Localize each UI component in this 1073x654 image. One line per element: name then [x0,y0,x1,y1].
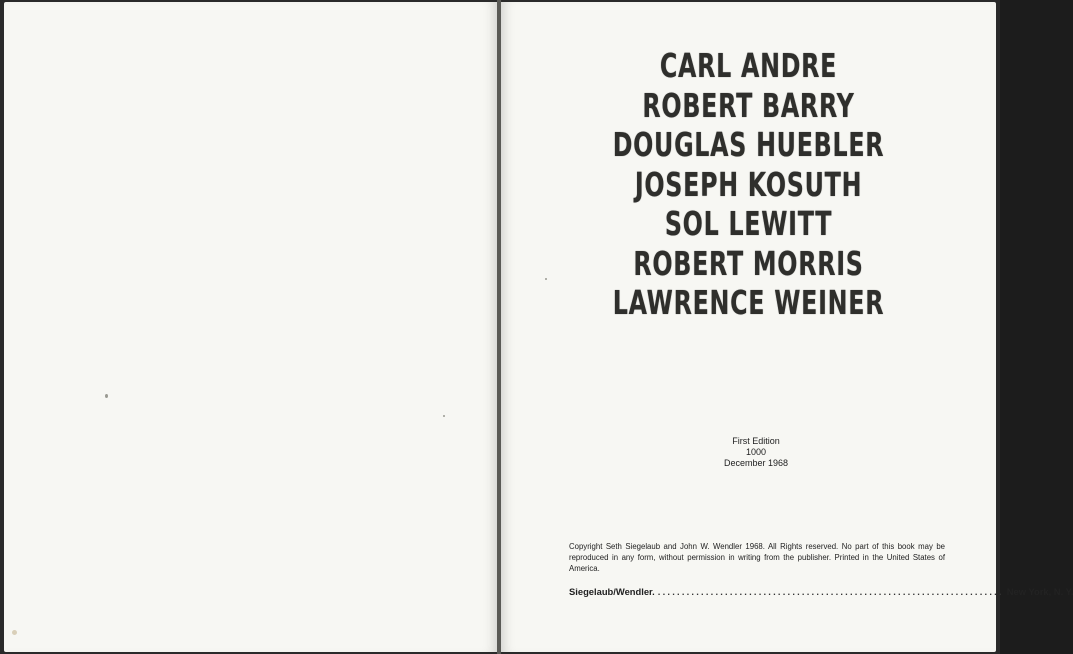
publisher-location: New York, N. Y. [1006,586,1073,597]
publisher-line [569,586,1073,597]
left-blank-page [4,2,497,652]
paper-speck [105,394,108,398]
artist-name: DOUGLAS HUEBLER [612,125,885,164]
artist-name: LAWRENCE WEINER [612,283,885,322]
artist-name: SOL LEWITT [664,204,833,243]
copyright-notice: Copyright Seth Siegelaub and John W. Wendler 1968. All Rights reserved. No part of this book may be reproduced in any form, without permission in writing from the publisher. Printed in the United States of America. [569,542,945,573]
publisher-name: Siegelaub/Wendler. [569,586,655,597]
artist-list [501,46,996,323]
paper-speck [443,415,445,417]
edition-info [701,436,811,469]
edition-date: December 1968 [723,458,789,468]
edition-label: First Edition [732,436,780,446]
artist-name: ROBERT MORRIS [633,243,864,283]
artist-name: ROBERT BARRY [642,85,855,125]
paper-speck [12,630,17,635]
edition-count: 1000 [745,447,767,457]
artist-name: JOSEPH KOSUTH [634,164,863,204]
title-page [501,2,1073,652]
artist-name: CARL ANDRE [659,46,838,85]
dot-leader: ........................................................................ [657,586,1004,597]
